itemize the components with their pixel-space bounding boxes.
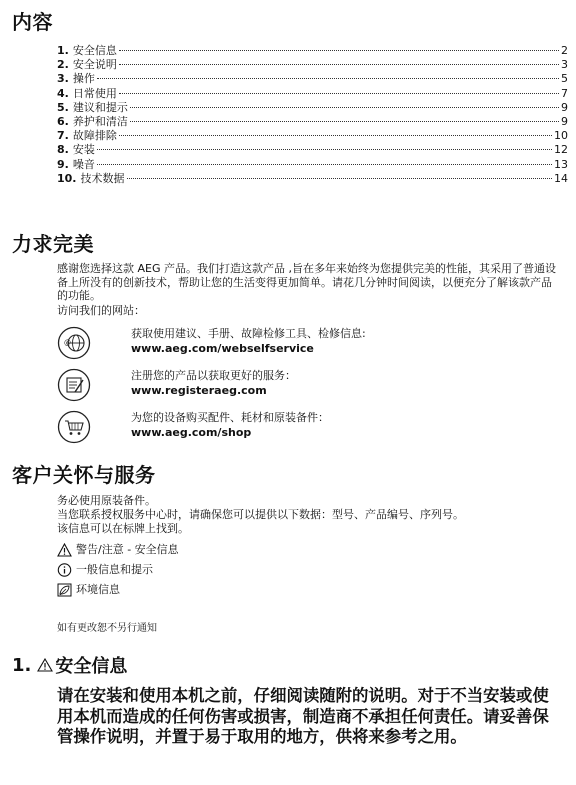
register-icon [57,368,91,402]
notice: 如有更改恕不另行通知 [57,623,157,634]
toc-item[interactable]: 3. 操作 5 [57,72,568,86]
toc-item[interactable]: 10. 技术数据 14 [57,171,568,185]
intro-paragraph: 感谢您选择这款 AEG 产品。我们打造这款产品 ,旨在多年来始终为您提供完美的性能，其采用了普通设备上所没有的创新技术，帮助让您的生活变得更加简单。请花几分钟时间阅读，以便充分了解该款产品的功能。 [57,262,556,302]
toc-item[interactable]: 6. 养护和清洁 9 [57,115,568,129]
site-register [57,368,557,406]
warning-icon [57,543,72,557]
legend-warning: 警告/注意 - 安全信息 [57,543,179,557]
site-link[interactable]: www.aeg.com/shop [131,426,252,439]
info-icon [57,563,72,577]
cart-icon [57,410,91,444]
table-of-contents [57,44,568,186]
safety-text: 请在安装和使用本机之前，仔细阅读随附的说明。对于不当安装或使用本机而造成的任何伤害或损害，制造商不承担任何责任。请妥善保管操作说明，并置于易于取用的地方，供将来参考之用。 [57,686,549,746]
warning-icon [37,658,53,672]
site-desc: 为您的设备购买配件、耗材和原装备件： [131,411,329,424]
visit-label: 访问我们的网站： [57,304,145,317]
site-desc: 注册您的产品以获取更好的服务： [131,369,296,382]
toc-item[interactable]: 9. 噪音 13 [57,157,568,171]
service-line: 该信息可以在标牌上找到。 [57,522,189,535]
site-webselfservice [57,326,557,364]
legend-info: 一般信息和提示 [57,563,153,577]
perfection-title: 力求完美 [12,232,94,256]
service-title: 客户关怀与服务 [12,463,156,487]
service-line: 当您联系授权服务中心时，请确保您可以提供以下数据：型号、产品编号、序列号。 [57,508,464,521]
site-shop [57,410,557,448]
toc-item[interactable]: 7. 故障排除 10 [57,129,568,143]
section-title: 安全信息 [55,656,128,677]
section-number: 1. [12,654,32,676]
toc-item[interactable]: 2. 安全说明 3 [57,58,568,72]
toc-item[interactable]: 1. 安全信息 2 [57,44,568,57]
site-link[interactable]: www.aeg.com/webselfservice [131,342,314,355]
toc-title: 内容 [12,10,53,34]
site-link[interactable]: www.registeraeg.com [131,384,267,397]
site-desc: 获取使用建议、手册、故障检修工具、检修信息: [131,327,366,340]
toc-item[interactable]: 5. 建议和提示 9 [57,100,568,114]
toc-item[interactable]: 8. 安装 12 [57,143,568,157]
svg-text:@: @ [64,339,71,347]
service-line: 务必使用原装备件。 [57,494,156,507]
safety-heading [12,652,127,678]
globe-icon [57,326,91,360]
toc-item[interactable]: 4. 日常使用 7 [57,86,568,100]
leaf-icon [57,583,72,597]
legend-environment: 环境信息 [57,583,120,597]
